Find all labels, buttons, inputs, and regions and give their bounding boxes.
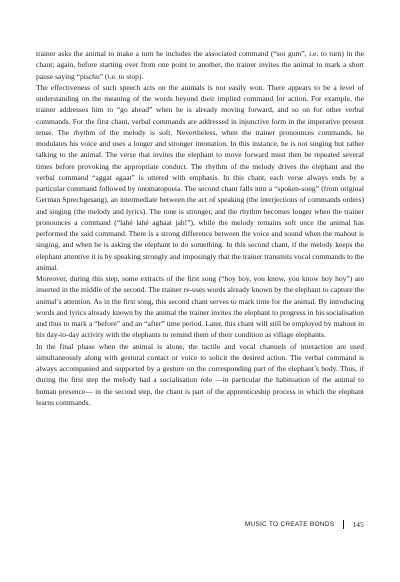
running-head: MUSIC TO CREATE BONDS	[244, 521, 335, 528]
paragraph: Moreover, during this step, some extracts of the first song (“hoy hoy, you know, you know hoy hoy”) are inserted in the middle of the second. The trainer re-uses words already known by the elephant to capture the animal’s attention. As in the first song, this second chant serves to mark time for the animal. By introducing words and lyrics already known by the animal the trainer invites the elephant to progress in his socialisation and thus to mark a “before” and an “after” time period. Later, this chant will still be employed by mahout in his day-to-day activity with the elephants to remind them of their condition as village elephants.	[36, 274, 364, 340]
page-number: 145	[352, 520, 364, 529]
paragraph: In the final phase when the animal is alone, the tactile and vocal channels of interaction are used simultaneously along with gestural contact or voice to solicit the desired action. The verbal command is always accompanied and supported by a gesture on the corresponding part of the elephant’s body. Thus, if during the first step the melody had a socialisation role —in particular the habituation of the animal to human presence— in the second step, the chant is part of the apprenticeship process in which the elephant learns commands.	[36, 341, 364, 407]
paragraph: The effectiveness of such speech acts on the animals is not easily won. There appears to be a level of understanding on the meaning of the words beyond their implied command for action. For example, the trainer addresses him to “go ahead” when he is already moving forward, and so on for other verbal commands. For the first chant, verbal commands are addressed in injunctive form in the imperative present tense. The rhythm of the melody is soft. Nevertheless, when the trainer pronounces commands, he modulates his voice and uses a longer and stronger intonation. In this instance, he is not singing but rather talking to the animal. The verse that invites the elephant to move forward must then be repeated several times before provoking the appropriate conduct. The rhythm of the melody drives the elephant and the verbal command “aggat agaat” is uttered with emphasis. In this chant, each verse always ends by a particular command followed by onomatopoeia. The second chant falls into a “spoken-song” (from original German Sprechgesang), an intermediate between the act of speaking (the interjections of commands orders) and singing (the melody and lyrics). The tone is stronger, and the rhythm becomes longer when the trainer pronounces a command (“lahé lahé aghaat jah!”), while the melody remains soft once the animal has performed the said command. There is a strong difference between the voice and sound when the mahout is singing, and when he is asking the elephant to do something. In this second chant, if the melody keeps the elephant attentive it is by speaking strongly and imposingly that the trainer transmits vocal commands to the animal.	[36, 82, 364, 272]
page-footer	[245, 520, 364, 529]
footer-divider	[343, 520, 344, 529]
paragraph: trainer asks the animal to make a turn he includes the associated command (“soi gum”, i.e. to turn) in the chant; again, before starting over from one point to another, the trainer invites the animal to mark a short pause saying “pischu” (i.e. to stop).	[36, 49, 364, 81]
body-text	[36, 48, 364, 408]
